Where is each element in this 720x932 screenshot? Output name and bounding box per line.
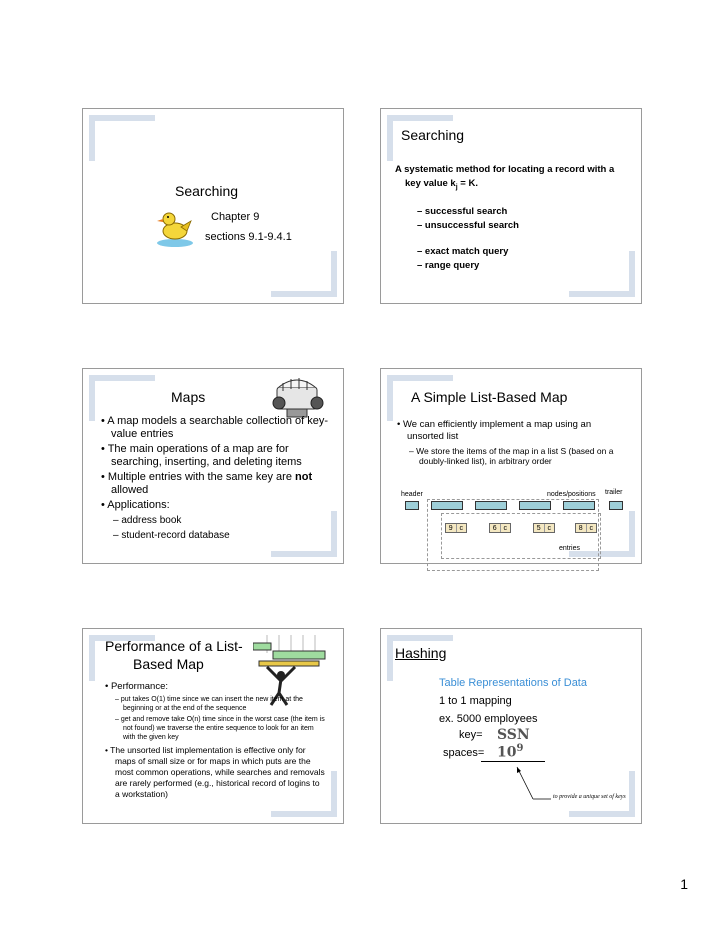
list-item: • The unsorted list implementation is effective only for maps of small size or for maps in which puts are the most common operations, while searches and removals are rarely performed (e.g., historical record of logins to a workstation) [105, 745, 325, 799]
header-label: header [401, 491, 423, 498]
entry: 5 c [533, 523, 555, 533]
fraction-line [481, 761, 545, 762]
list-item: • Multiple entries with the same key are not allowed [101, 471, 313, 496]
subtitle: Table Representations of Data [439, 677, 587, 689]
list-item: – range query [417, 260, 480, 271]
slide-6 [380, 628, 642, 824]
list-item: – address book [113, 515, 182, 526]
list-node [475, 501, 507, 510]
nodes-label: nodes/positions [547, 491, 596, 498]
list-node [563, 501, 595, 510]
space-value: $10^9$ [497, 743, 524, 761]
bullet-list [101, 415, 335, 544]
slide-title: Maps [171, 389, 206, 405]
slide-title: Performance of a List- Based Map [105, 638, 243, 672]
list-item: • Performance: [105, 681, 168, 692]
slide-3 [82, 368, 344, 564]
slide-4 [380, 368, 642, 564]
example-text: ex. 5000 employees [439, 713, 538, 725]
list-item: • Applications: [101, 499, 170, 511]
mapping-text: 1 to 1 mapping [439, 695, 512, 707]
chapter-text: Chapter 9 [211, 211, 260, 223]
trailer-label: trailer [605, 489, 623, 496]
trailer-node [609, 501, 623, 510]
slide-title: Searching [175, 183, 239, 199]
list-item: – successful search [417, 206, 508, 217]
ssn-value: SSN [497, 727, 530, 743]
list-item: – unsuccessful search [417, 220, 519, 231]
slide-title: Hashing [395, 645, 447, 661]
duck-icon [153, 205, 197, 249]
list-item: – put takes O(1) time since we can insert the new item at the beginning or at the end of the sequence [115, 696, 303, 712]
entries-box [441, 513, 601, 559]
list-item: • We can efficiently implement a map using an unsorted list [397, 419, 592, 442]
list-diagram [401, 489, 633, 569]
intro-text: A systematic method for locating a record with a key value $k_j = K$. [395, 164, 615, 191]
list-item: – exact match query [417, 246, 509, 257]
slide-1 [82, 108, 344, 304]
bullet-list [105, 681, 325, 800]
decoration [89, 115, 155, 161]
decoration [569, 251, 635, 297]
decoration [271, 251, 337, 297]
list-item: – student-record database [113, 530, 230, 541]
slide-title: Searching [401, 127, 465, 143]
entries-label: entries [559, 545, 581, 552]
header-node [405, 501, 419, 510]
note-text: to provide a unique set of keys [553, 794, 626, 800]
bullet-list [397, 419, 629, 466]
list-item: – We store the items of the map in a list S (based on a doubly-linked list), in arbitrary order [409, 446, 614, 466]
arrow-icon [513, 763, 553, 805]
spaces-label: spaces= [443, 747, 485, 759]
entry: 8 c [575, 523, 597, 533]
slide-title: A Simple List-Based Map [411, 389, 568, 405]
search-types-list [417, 205, 519, 273]
sections-text: sections 9.1-9.4.1 [205, 231, 292, 243]
slide-2 [380, 108, 642, 304]
entry: 6 c [489, 523, 511, 533]
list-node [431, 501, 463, 510]
entry: 9 c [445, 523, 467, 533]
key-label: key= [459, 729, 483, 741]
list-item: • The main operations of a map are for searching, inserting, and deleting items [101, 443, 302, 468]
list-node [519, 501, 551, 510]
list-item: – get and remove take O(n) time since in the worst case (the item is not found) we traverse the entire sequence to look for an item with the given key [115, 716, 325, 741]
slide-5 [82, 628, 344, 824]
page-number: 1 [680, 876, 688, 892]
list-item: • A map models a searchable collection of key-value entries [101, 415, 329, 440]
